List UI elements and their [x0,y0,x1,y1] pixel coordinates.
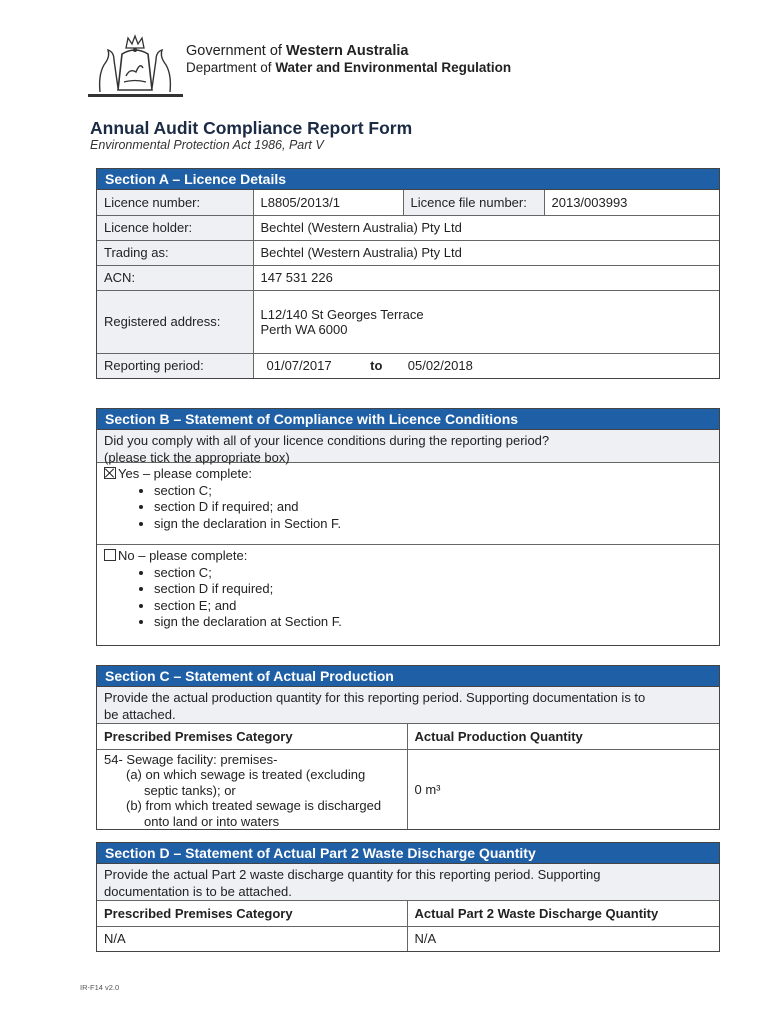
form-title: Annual Audit Compliance Report Form [90,118,413,138]
no-checkbox[interactable] [104,549,116,561]
section-b [96,408,720,646]
licence-number-value[interactable]: L8805/2013/1 [253,190,403,215]
discharge-instruction [97,864,719,901]
category-list [104,767,400,829]
discharge-column-header: Actual Part 2 Waste Discharge Quantity [407,901,719,926]
government-name [186,43,408,59]
licence-number-label: Licence number: [97,190,253,215]
reporting-period-value[interactable] [253,353,719,378]
list-item: • section E; and [154,598,712,615]
licence-file-value[interactable]: 2013/003993 [544,190,719,215]
period-to: 05/02/2018 [407,358,473,374]
acn-label: ACN: [97,265,253,290]
dept-name: Water and Environmental Regulation [275,60,512,75]
question-line-2: (please tick the appropriate box) [104,449,290,465]
address-line-1: L12/140 St Georges Terrace [260,306,424,322]
yes-option[interactable] [97,463,719,545]
trading-as-value[interactable]: Bechtel (Western Australia) Pty Ltd [253,240,719,265]
production-table [97,724,719,829]
section-a-heading: Section A – Licence Details [97,169,719,190]
list-item: (a) on which sewage is treated (excluding septic tanks); or [126,767,366,798]
list-item: • section C; [154,483,712,500]
production-instruction [97,687,719,724]
compliance-question [97,430,719,463]
list-item: • section D if required; and [154,499,712,516]
category-column-header: Prescribed Premises Category [97,724,407,749]
address-line-2: Perth WA 6000 [260,321,348,337]
yes-checkbox[interactable] [104,467,116,479]
quantity-column-header: Actual Production Quantity [407,724,719,749]
section-c-heading: Section C – Statement of Actual Production [97,666,719,687]
section-a [96,168,720,379]
wa-coat-of-arms-icon [88,32,183,98]
gov-name: Western Australia [285,43,409,59]
discharge-quantity-value[interactable]: N/A [407,926,719,951]
section-b-heading: Section B – Statement of Compliance with Licence Conditions [97,409,719,430]
list-item: • section C; [154,565,712,582]
acn-value[interactable]: 147 531 226 [253,265,719,290]
gov-prefix: Government of [186,43,282,59]
instruction-line-1: Provide the actual production quantity for this reporting period. Supporting documentation is to [104,690,646,705]
discharge-table [97,901,719,951]
discharge-category-value[interactable]: N/A [97,926,407,951]
no-list [104,565,712,631]
dept-prefix: Department of [186,60,272,75]
no-label: No – please complete: [118,548,248,563]
category-column-header: Prescribed Premises Category [97,901,407,926]
department-name [186,60,511,75]
list-item: • sign the declaration in Section F. [154,516,712,533]
form-subtitle: Environmental Protection Act 1986, Part V [90,138,324,152]
licence-file-label: Licence file number: [403,190,544,215]
registered-address-value[interactable] [253,290,719,353]
production-quantity-value[interactable]: 0 m³ [407,749,719,829]
licence-holder-label: Licence holder: [97,215,253,240]
list-item: • sign the declaration at Section F. [154,614,712,631]
form-code: IR-F14 v2.0 [80,983,120,992]
licence-details-table [97,190,719,378]
section-d-heading: Section D – Statement of Actual Part 2 Waste Discharge Quantity [97,843,719,864]
category-title: 54- Sewage facility: premises- [104,751,278,767]
section-d [96,842,720,952]
section-c [96,665,720,830]
registered-address-label: Registered address: [97,290,253,353]
period-from: 01/07/2017 [266,358,332,374]
instruction-line-2: be attached. [104,706,176,722]
yes-list [104,483,712,533]
instruction-line-1: Provide the actual Part 2 waste discharge quantity for this reporting period. Supporting [104,867,601,882]
question-line-1: Did you comply with all of your licence conditions during the reporting period? [104,433,550,448]
category-cell [97,749,407,829]
instruction-line-2: documentation is to be attached. [104,883,292,899]
list-item: • section D if required; [154,581,712,598]
reporting-period-label: Reporting period: [97,353,253,378]
list-item: (b) from which treated sewage is discharged onto land or into waters [126,798,382,829]
period-to-word: to [370,358,383,374]
trading-as-label: Trading as: [97,240,253,265]
page-header [88,32,648,102]
yes-label: Yes – please complete: [118,466,252,481]
licence-holder-value[interactable]: Bechtel (Western Australia) Pty Ltd [253,215,719,240]
no-option[interactable] [97,545,719,645]
